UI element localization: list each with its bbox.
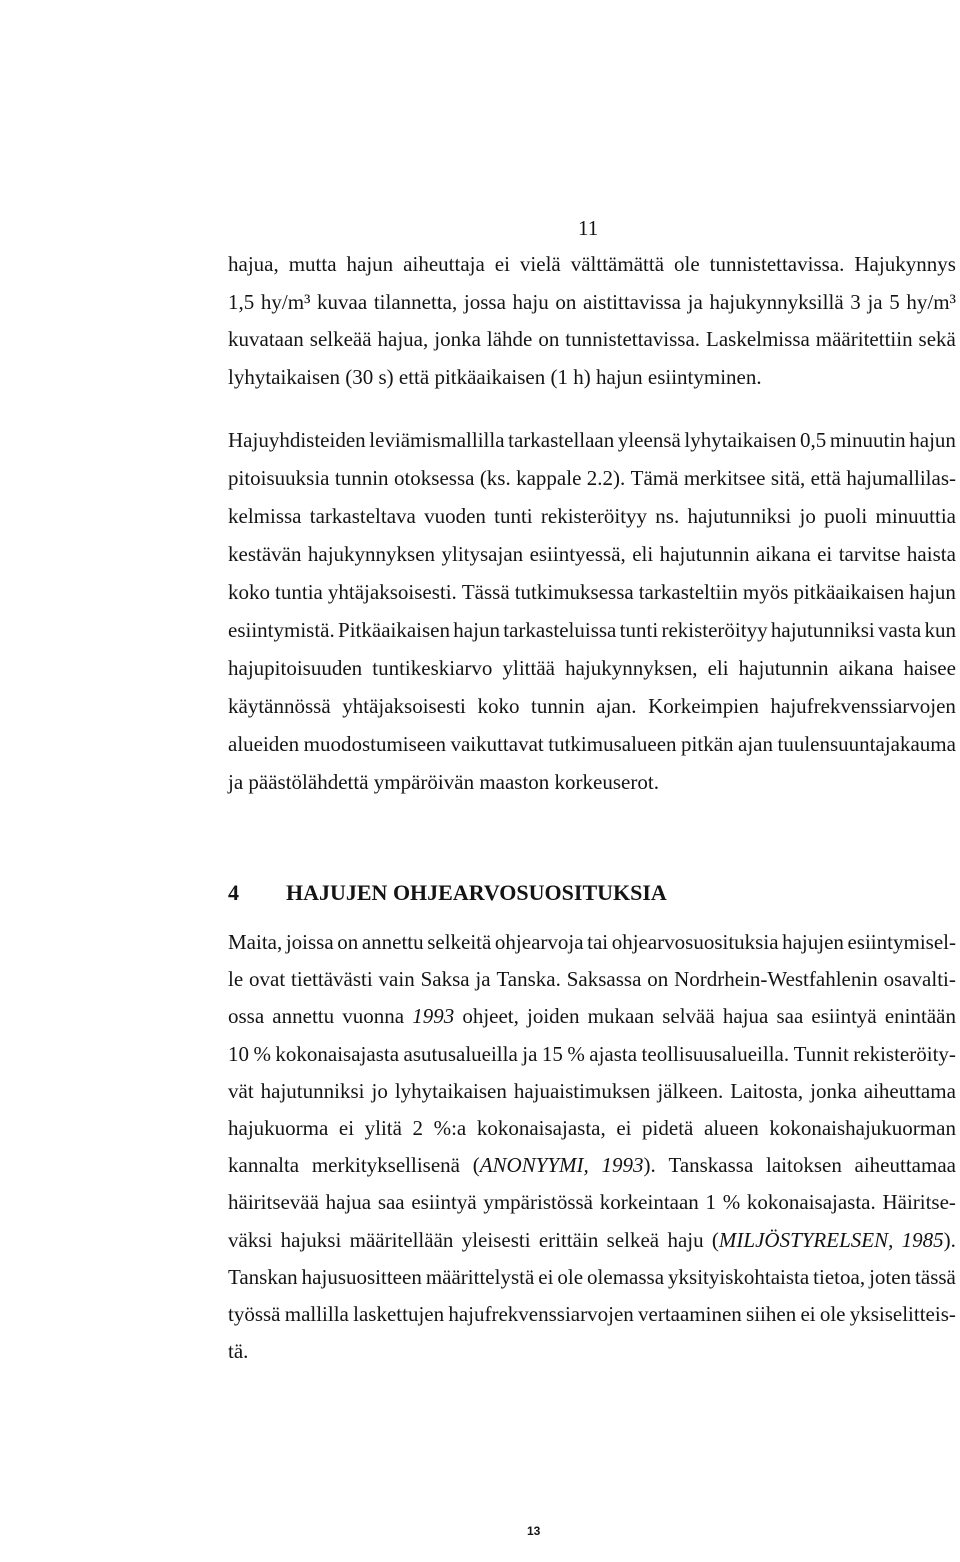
page-number-top: 11 — [578, 216, 599, 240]
text-line: 10 % kokonaisajasta asutusalueilla ja 15 % ajasta teollisuusalueilla. Tunnit rekisteröity- — [228, 1042, 956, 1066]
text-line: alueiden muodostumiseen vaikuttavat tutkimusalueen pitkän ajan tuulensuuntajakauma — [228, 732, 956, 756]
text-line: käytännössä yhtäjaksoisesti koko tunnin ajan. Korkeimpien hajufrekvenssiarvojen — [228, 694, 956, 718]
section-number: 4 — [228, 880, 239, 905]
text-line: Tanskan hajusuositteen määrittelystä ei ole olemassa yksityiskohtaista tietoa, joten tässä — [228, 1265, 956, 1289]
section-heading — [228, 880, 667, 906]
text-line: pitoisuuksia tunnin otoksessa (ks. kappale 2.2). Tämä merkitsee sitä, että hajumallilas- — [228, 466, 956, 490]
text-line: le ovat tiettävästi vain Saksa ja Tanska. Saksassa on Nordrhein-Westfahlenin osavalti- — [228, 967, 956, 991]
text-line: häiritsevää hajua saa esiintyä ympäristössä korkeintaan 1 % kokonaisajasta. Häiritse- — [228, 1190, 956, 1214]
text-line: esiintymistä. Pitkäaikaisen hajun tarkasteluissa tunti rekisteröityy hajutunniksi vasta kun — [228, 618, 956, 642]
text-line: ja päästölähdettä ympäröivän maaston korkeuserot. — [228, 770, 659, 794]
text-line: työssä mallilla laskettujen hajufrekvenssiarvojen vertaaminen siihen ei ole yksiselitteis- — [228, 1302, 956, 1326]
text-line: kannalta merkityksellisenä (ANONYYMI, 1993). Tanskassa laitoksen aiheuttamaa — [228, 1153, 956, 1177]
text-line: koko tuntia yhtäjaksoisesti. Tässä tutkimuksessa tarkasteltiin myös pitkäaikaisen hajun — [228, 580, 956, 604]
text-line: hajukuorma ei ylitä 2 %:a kokonaisajasta, ei pidetä alueen kokonaishajukuorman — [228, 1116, 956, 1140]
text-line: Hajuyhdisteiden leviämismallilla tarkastellaan yleensä lyhytaikaisen 0,5 minuutin hajun — [228, 428, 956, 452]
text-line: kuvataan selkeää hajua, jonka lähde on tunnistettavissa. Laskelmissa määritettiin sekä — [228, 327, 956, 351]
section-title: HAJUJEN OHJEARVOSUOSITUKSIA — [286, 880, 667, 905]
text-line: Maita, joissa on annettu selkeitä ohjearvoja tai ohjearvosuosituksia hajujen esiintymisel- — [228, 930, 956, 954]
text-line: hajua, mutta hajun aiheuttaja ei vielä välttämättä ole tunnistettavissa. Hajukynnys — [228, 252, 956, 276]
text-line: kestävän hajukynnyksen ylitysajan esiintyessä, eli hajutunnin aikana ei tarvitse haista — [228, 542, 956, 566]
text-line: vät hajutunniksi jo lyhytaikaisen hajuaistimuksen jälkeen. Laitosta, jonka aiheuttama — [228, 1079, 956, 1103]
page-number-footer: 13 — [527, 1524, 541, 1538]
text-line: hajupitoisuuden tuntikeskiarvo ylittää hajukynnyksen, eli hajutunnin aikana haisee — [228, 656, 956, 680]
text-line: ossa annettu vuonna 1993 ohjeet, joiden mukaan selvää hajua saa esiintyä enintään — [228, 1004, 956, 1028]
text-line: väksi hajuksi määritellään yleisesti erittäin selkeä haju (MILJÖSTYRELSEN, 1985). — [228, 1228, 956, 1252]
text-line: lyhytaikaisen (30 s) että pitkäaikaisen (1 h) hajun esiintyminen. — [228, 365, 762, 389]
text-line: kelmissa tarkasteltava vuoden tunti rekisteröityy ns. hajutunniksi jo puoli minuuttia — [228, 504, 956, 528]
text-line: tä. — [228, 1339, 249, 1363]
text-line: 1,5 hy/m³ kuvaa tilannetta, jossa haju on aistittavissa ja hajukynnyksillä 3 ja 5 hy/m³ — [228, 290, 956, 314]
